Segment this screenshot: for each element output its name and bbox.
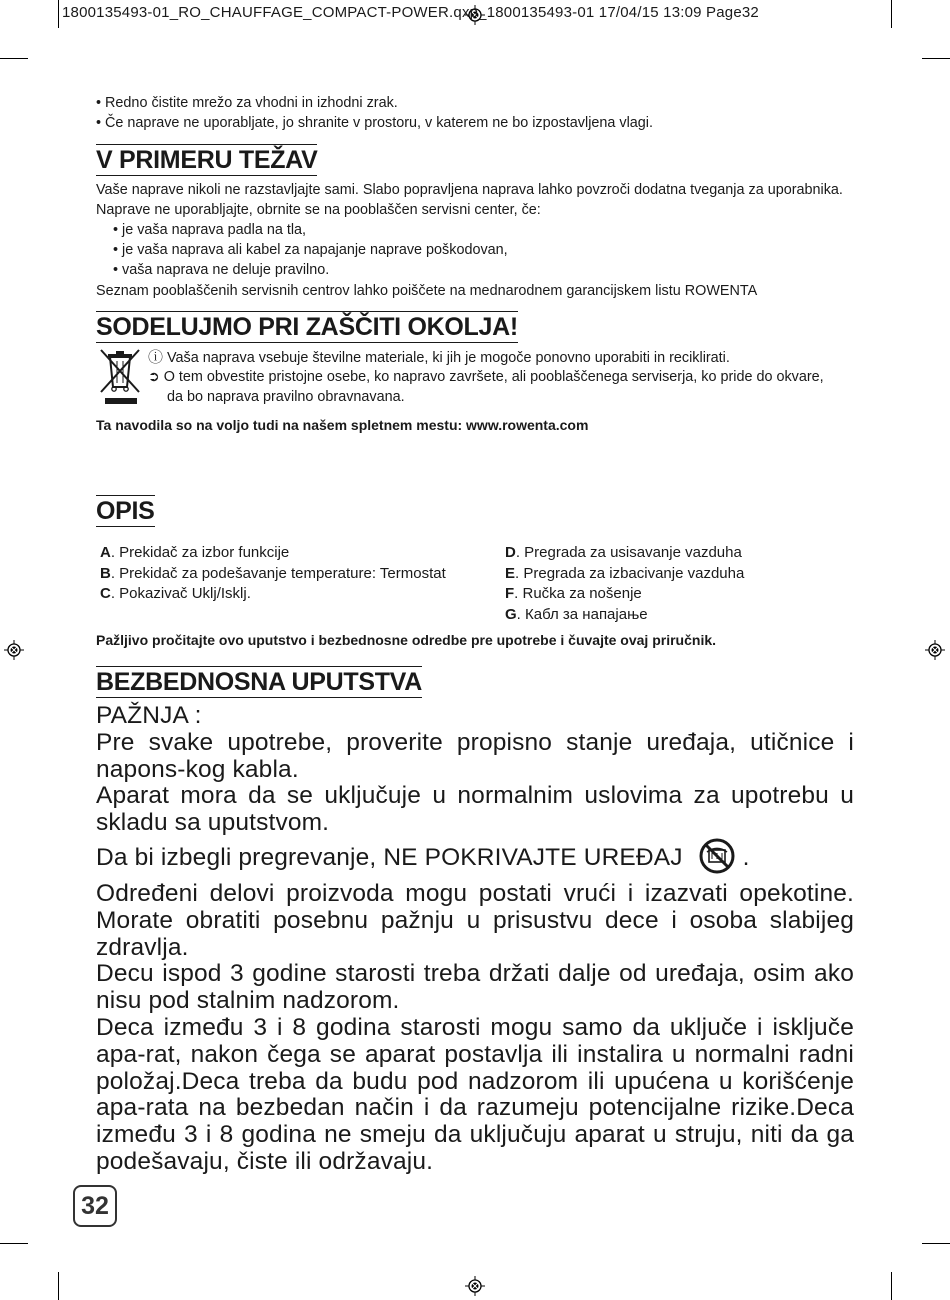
page-number: 32	[73, 1185, 117, 1227]
part-item: E. Pregrada za izbacivanje vazduha	[505, 564, 745, 582]
troubleshooting-bullet: • je vaša naprava ali kabel za napajanje naprave poškodovan,	[113, 242, 508, 258]
section-title-troubleshooting: V PRIMERU TEŽAV	[96, 146, 318, 174]
recycling-info: ⓘ Vaša naprava vsebuje številne materiale, ki jih je mogoče ponovno uporabiti in reciklirati.	[148, 348, 730, 366]
section-title-description: OPIS	[96, 497, 155, 525]
registration-mark-icon	[4, 640, 24, 660]
part-item: B. Prekidač za podešavanje temperature: Termostat	[100, 564, 446, 582]
safety-paragraph: Aparat mora da se uključuje u normalnim uslovima za upotrebu u skladu sa uputstvom.	[96, 782, 854, 837]
read-manual-note: Pažljivo pročitajte ovo uputstvo i bezbednosne odredbe pre upotrebe i čuvajte ovaj priručnik.	[96, 632, 717, 648]
maintenance-bullet: • Redno čistite mrežo za vhodni in izhodni zrak.	[96, 95, 398, 111]
troubleshooting-intro: Vaše naprave nikoli ne razstavljajte sami. Slabo popravljena naprava lahko povzroči dodatna tveganja za uporabnika.	[96, 182, 843, 198]
section-title-environment: SODELUJMO PRI ZAŠČITI OKOLJA!	[96, 313, 518, 341]
section-title-safety: BEZBEDNOSNA UPUTSTVA	[96, 668, 422, 696]
arrow-icon: ➲	[148, 369, 160, 385]
safety-paragraph: Da bi izbegli pregrevanje, NE POKRIVAJTE UREĐAJ .	[96, 837, 854, 875]
description-list-right	[505, 543, 744, 625]
troubleshooting-bullet: • je vaša naprava padla na tla,	[113, 222, 307, 238]
registration-mark-icon	[465, 1276, 485, 1296]
service-centers-note: Seznam pooblaščenih servisnih centrov lahko poiščete na mednarodnem garancijskem listu ROWENTA	[96, 283, 758, 299]
registration-mark-icon	[925, 640, 945, 660]
part-item: D. Pregrada za usisavanje vazduha	[505, 544, 742, 561]
description-list-left	[100, 543, 446, 605]
attention-label: PAŽNJA :	[96, 702, 202, 729]
troubleshooting-intro: Naprave ne uporabljajte, obrnite se na pooblaščen servisni center, če:	[96, 202, 541, 218]
print-slug: 1800135493-01_RO_CHAUFFAGE_COMPACT-POWER.qxp_1800135493-01 17/04/15 13:09 Page32	[62, 4, 759, 21]
part-item: F. Ručka za nošenje	[505, 585, 642, 602]
troubleshooting-bullet: • vaša naprava ne deluje pravilno.	[113, 262, 330, 278]
part-item: A. Prekidač za izbor funkcije	[100, 544, 290, 561]
weee-bin-icon	[98, 347, 142, 407]
part-item: G. Кабл за напајање	[505, 605, 648, 623]
safety-paragraph: Deca između 3 i 8 godina starosti mogu samo da uključe i isključe apa-rat, nakon čega se aparat postavlja ili instalira u normalni radni položaj.Deca treba da budu pod nadzorom ili upućena u korišćenje apa-rata na bezbedan način i da razumeju potencijalne rizike.Deca između 3 i 8 godina ne smeju da uključuju aparat u struju, niti da ga podešavaju, čiste ili održavaju.	[96, 1013, 854, 1175]
safety-text	[96, 703, 854, 1176]
do-not-cover-icon	[698, 837, 736, 875]
safety-paragraph: Pre svake upotrebe, proverite propisno stanje uređaja, utičnice i napons-kog kabla.	[96, 728, 854, 783]
safety-paragraph: Decu ispod 3 godine starosti treba držati dalje od uređaja, osim ako nisu pod stalnim nadzorom.	[96, 960, 854, 1015]
safety-paragraph: Određeni delovi proizvoda mogu postati vrući i izazvati opekotine. Morate obratiti posebnu pažnju u prisustvu dece i osoba slabijeg zdravlja.	[96, 879, 854, 961]
info-icon: ⓘ	[148, 348, 164, 366]
recycling-instruction-cont: da bo naprava pravilno obravnavana.	[167, 389, 405, 405]
part-item: C. Pokazivač Uklj/Isklj.	[100, 585, 251, 602]
website-note: Ta navodila so na voljo tudi na našem spletnem mestu: www.rowenta.com	[96, 417, 589, 433]
maintenance-bullet: • Če naprave ne uporabljate, jo shranite v prostoru, v katerem ne bo izpostavljena vlagi.	[96, 115, 653, 131]
recycling-instruction: ➲ O tem obvestite pristojne osebe, ko napravo završete, ali pooblaščenega serviserja, ko pride do okvare,	[148, 369, 824, 385]
